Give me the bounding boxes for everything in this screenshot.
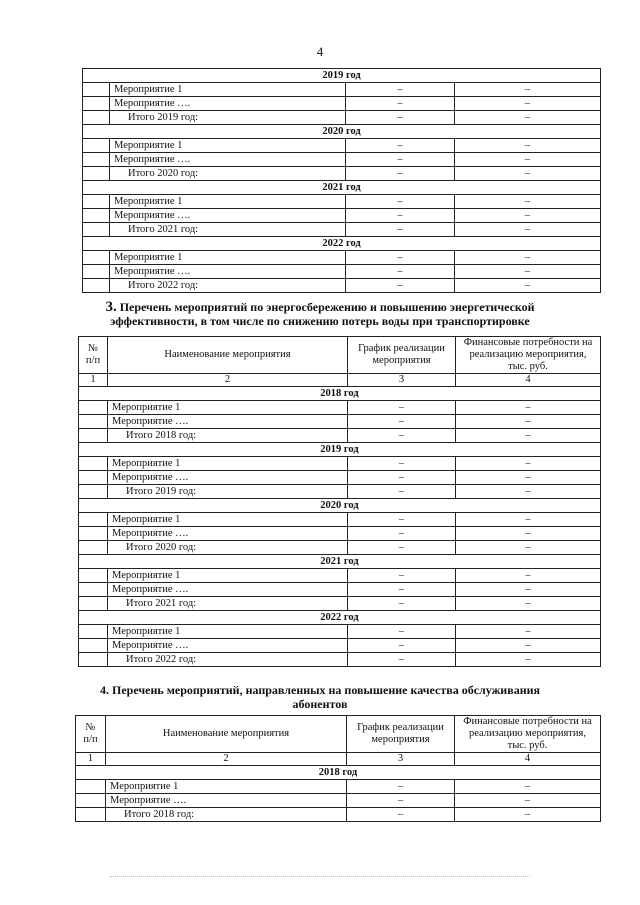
finance-value: – — [456, 471, 601, 485]
total-label: Итого 2019 год: — [110, 111, 346, 125]
table-header-row — [76, 716, 601, 753]
table-row — [79, 513, 601, 527]
schedule-value: – — [348, 625, 456, 639]
table-body — [83, 69, 601, 293]
column-number: 1 — [79, 374, 108, 387]
table-row — [83, 223, 601, 237]
schedule-value: – — [347, 794, 455, 808]
table-row — [79, 485, 601, 499]
row-number-cell — [83, 279, 110, 293]
table-row — [79, 653, 601, 667]
activity-name: Мероприятие …. — [108, 415, 348, 429]
total-label: Итого 2020 год: — [108, 541, 348, 555]
finance-value: – — [455, 223, 601, 237]
total-label: Итого 2022 год: — [108, 653, 348, 667]
schedule-value: – — [348, 513, 456, 527]
finance-value: – — [455, 265, 601, 279]
activity-name: Мероприятие 1 — [110, 139, 346, 153]
schedule-value: – — [346, 167, 455, 181]
finance-value: – — [455, 279, 601, 293]
row-number-cell — [79, 653, 108, 667]
row-number-cell — [83, 251, 110, 265]
year-row — [83, 125, 601, 139]
activity-name: Мероприятие …. — [110, 265, 346, 279]
schedule-value: – — [346, 111, 455, 125]
year-row — [79, 555, 601, 569]
table-row — [79, 625, 601, 639]
row-number-cell — [83, 139, 110, 153]
table-header-row — [79, 337, 601, 374]
column-number: 2 — [106, 753, 347, 766]
section-3-title-line2: эффективности, в том числе по снижению потерь воды при транспортировке — [110, 314, 530, 328]
activity-name: Мероприятие 1 — [108, 513, 348, 527]
column-number-row — [76, 753, 601, 766]
schedule-value: – — [346, 251, 455, 265]
year-row — [83, 237, 601, 251]
header-finance: Финансовые потребности на реализацию мероприятия, тыс. руб. — [455, 716, 601, 753]
total-label: Итого 2018 год: — [106, 808, 347, 822]
activities-table-continued — [82, 68, 601, 293]
table-row — [83, 167, 601, 181]
table-row — [83, 209, 601, 223]
page-number: 4 — [316, 44, 324, 59]
header-finance: Финансовые потребности на реализацию мероприятия, тыс. руб. — [456, 337, 601, 374]
schedule-value: – — [348, 401, 456, 415]
activity-name: Мероприятие 1 — [108, 569, 348, 583]
activity-name: Мероприятие 1 — [110, 195, 346, 209]
year-label: 2022 год — [83, 237, 601, 251]
activity-name: Мероприятие 1 — [108, 457, 348, 471]
table-row — [79, 457, 601, 471]
table-row — [79, 597, 601, 611]
activity-name: Мероприятие 1 — [110, 251, 346, 265]
header-number: № п/п — [79, 337, 108, 374]
row-number-cell — [83, 111, 110, 125]
table-row — [83, 265, 601, 279]
table-row — [79, 401, 601, 415]
finance-value: – — [455, 167, 601, 181]
table-row — [79, 583, 601, 597]
activity-name: Мероприятие …. — [110, 209, 346, 223]
scan-artifact-line — [110, 876, 530, 877]
activity-name: Мероприятие …. — [108, 471, 348, 485]
table-row — [83, 111, 601, 125]
schedule-value: – — [348, 429, 456, 443]
service-quality-table — [75, 715, 601, 822]
schedule-value: – — [348, 569, 456, 583]
row-number-cell — [79, 429, 108, 443]
year-label: 2018 год — [79, 387, 601, 401]
table-row — [76, 780, 601, 794]
column-number-row — [79, 374, 601, 387]
year-label: 2022 год — [79, 611, 601, 625]
activity-name: Мероприятие …. — [108, 527, 348, 541]
table-row — [79, 639, 601, 653]
total-label: Итого 2019 год: — [108, 485, 348, 499]
finance-value: – — [456, 485, 601, 499]
column-number: 2 — [108, 374, 348, 387]
schedule-value: – — [346, 195, 455, 209]
total-label: Итого 2021 год: — [108, 597, 348, 611]
year-row — [79, 499, 601, 513]
header-schedule: График реализации мероприятия — [348, 337, 456, 374]
schedule-value: – — [348, 485, 456, 499]
row-number-cell — [83, 153, 110, 167]
schedule-value: – — [346, 83, 455, 97]
finance-value: – — [455, 780, 601, 794]
activity-name: Мероприятие 1 — [108, 625, 348, 639]
finance-value: – — [456, 429, 601, 443]
table-row — [83, 83, 601, 97]
activity-name: Мероприятие …. — [108, 639, 348, 653]
row-number-cell — [79, 415, 108, 429]
row-number-cell — [76, 780, 106, 794]
row-number-cell — [83, 167, 110, 181]
finance-value: – — [455, 794, 601, 808]
column-number: 4 — [456, 374, 601, 387]
finance-value: – — [456, 457, 601, 471]
year-row — [76, 766, 601, 780]
finance-value: – — [456, 597, 601, 611]
schedule-value: – — [348, 415, 456, 429]
finance-value: – — [456, 541, 601, 555]
finance-value: – — [455, 251, 601, 265]
row-number-cell — [79, 639, 108, 653]
activity-name: Мероприятие …. — [108, 583, 348, 597]
activity-name: Мероприятие …. — [106, 794, 347, 808]
section-4-title — [0, 683, 640, 711]
finance-value: – — [456, 569, 601, 583]
table-row — [83, 153, 601, 167]
table-row — [79, 429, 601, 443]
header-number: № п/п — [76, 716, 106, 753]
finance-value: – — [456, 513, 601, 527]
column-number: 3 — [347, 753, 455, 766]
schedule-value: – — [348, 527, 456, 541]
schedule-value: – — [346, 265, 455, 279]
table-row — [79, 569, 601, 583]
total-label: Итого 2018 год: — [108, 429, 348, 443]
row-number-cell — [83, 195, 110, 209]
schedule-value: – — [346, 153, 455, 167]
energy-efficiency-table — [78, 336, 601, 667]
table-body — [76, 766, 601, 822]
finance-value: – — [456, 527, 601, 541]
row-number-cell — [79, 457, 108, 471]
total-label: Итого 2020 год: — [110, 167, 346, 181]
row-number-cell — [76, 794, 106, 808]
activity-name: Мероприятие …. — [110, 97, 346, 111]
header-name: Наименование мероприятия — [108, 337, 348, 374]
year-row — [79, 611, 601, 625]
schedule-value: – — [348, 653, 456, 667]
table-row — [83, 251, 601, 265]
table-row — [76, 808, 601, 822]
row-number-cell — [79, 513, 108, 527]
activity-name: Мероприятие 1 — [108, 401, 348, 415]
column-number: 3 — [348, 374, 456, 387]
finance-value: – — [455, 209, 601, 223]
activity-name: Мероприятие 1 — [106, 780, 347, 794]
row-number-cell — [83, 265, 110, 279]
row-number-cell — [79, 625, 108, 639]
finance-value: – — [456, 583, 601, 597]
section-3-number: 3. — [105, 299, 117, 315]
table-row — [79, 541, 601, 555]
column-number: 1 — [76, 753, 106, 766]
section-3-title — [0, 300, 640, 328]
year-label: 2020 год — [83, 125, 601, 139]
schedule-value: – — [348, 639, 456, 653]
section-4-title-line1: 4. Перечень мероприятий, направленных на повышение качества обслуживания — [99, 683, 541, 697]
schedule-value: – — [348, 583, 456, 597]
schedule-value: – — [346, 279, 455, 293]
table-row — [83, 139, 601, 153]
table-row — [76, 794, 601, 808]
row-number-cell — [83, 97, 110, 111]
year-row — [83, 181, 601, 195]
row-number-cell — [79, 597, 108, 611]
row-number-cell — [79, 471, 108, 485]
row-number-cell — [83, 83, 110, 97]
total-label: Итого 2021 год: — [110, 223, 346, 237]
row-number-cell — [79, 583, 108, 597]
table-row — [79, 527, 601, 541]
finance-value: – — [455, 153, 601, 167]
schedule-value: – — [346, 209, 455, 223]
finance-value: – — [455, 808, 601, 822]
year-label: 2021 год — [79, 555, 601, 569]
schedule-value: – — [346, 223, 455, 237]
row-number-cell — [79, 527, 108, 541]
finance-value: – — [456, 653, 601, 667]
schedule-value: – — [347, 808, 455, 822]
year-label: 2021 год — [83, 181, 601, 195]
table-body — [79, 387, 601, 667]
finance-value: – — [456, 639, 601, 653]
schedule-value: – — [347, 780, 455, 794]
table-row — [83, 279, 601, 293]
row-number-cell — [79, 401, 108, 415]
table-row — [79, 415, 601, 429]
finance-value: – — [455, 97, 601, 111]
section-4-title-line2: абонентов — [292, 697, 348, 711]
row-number-cell — [79, 569, 108, 583]
year-label: 2018 год — [76, 766, 601, 780]
table-row — [83, 195, 601, 209]
row-number-cell — [83, 209, 110, 223]
activity-name: Мероприятие …. — [110, 153, 346, 167]
finance-value: – — [456, 401, 601, 415]
finance-value: – — [456, 625, 601, 639]
finance-value: – — [455, 195, 601, 209]
table-row — [79, 471, 601, 485]
schedule-value: – — [348, 541, 456, 555]
year-row — [79, 387, 601, 401]
schedule-value: – — [348, 471, 456, 485]
finance-value: – — [455, 139, 601, 153]
row-number-cell — [76, 808, 106, 822]
row-number-cell — [79, 485, 108, 499]
row-number-cell — [79, 541, 108, 555]
schedule-value: – — [348, 597, 456, 611]
year-label: 2019 год — [83, 69, 601, 83]
table-row — [83, 97, 601, 111]
finance-value: – — [455, 83, 601, 97]
total-label: Итого 2022 год: — [110, 279, 346, 293]
year-row — [79, 443, 601, 457]
row-number-cell — [83, 223, 110, 237]
activity-name: Мероприятие 1 — [110, 83, 346, 97]
schedule-value: – — [346, 139, 455, 153]
year-row — [83, 69, 601, 83]
year-label: 2020 год — [79, 499, 601, 513]
finance-value: – — [455, 111, 601, 125]
schedule-value: – — [346, 97, 455, 111]
header-schedule: График реализации мероприятия — [347, 716, 455, 753]
finance-value: – — [456, 415, 601, 429]
header-name: Наименование мероприятия — [106, 716, 347, 753]
section-3-title-line1: Перечень мероприятий по энергосбережению и повышению энергетической — [119, 300, 535, 314]
year-label: 2019 год — [79, 443, 601, 457]
column-number: 4 — [455, 753, 601, 766]
schedule-value: – — [348, 457, 456, 471]
